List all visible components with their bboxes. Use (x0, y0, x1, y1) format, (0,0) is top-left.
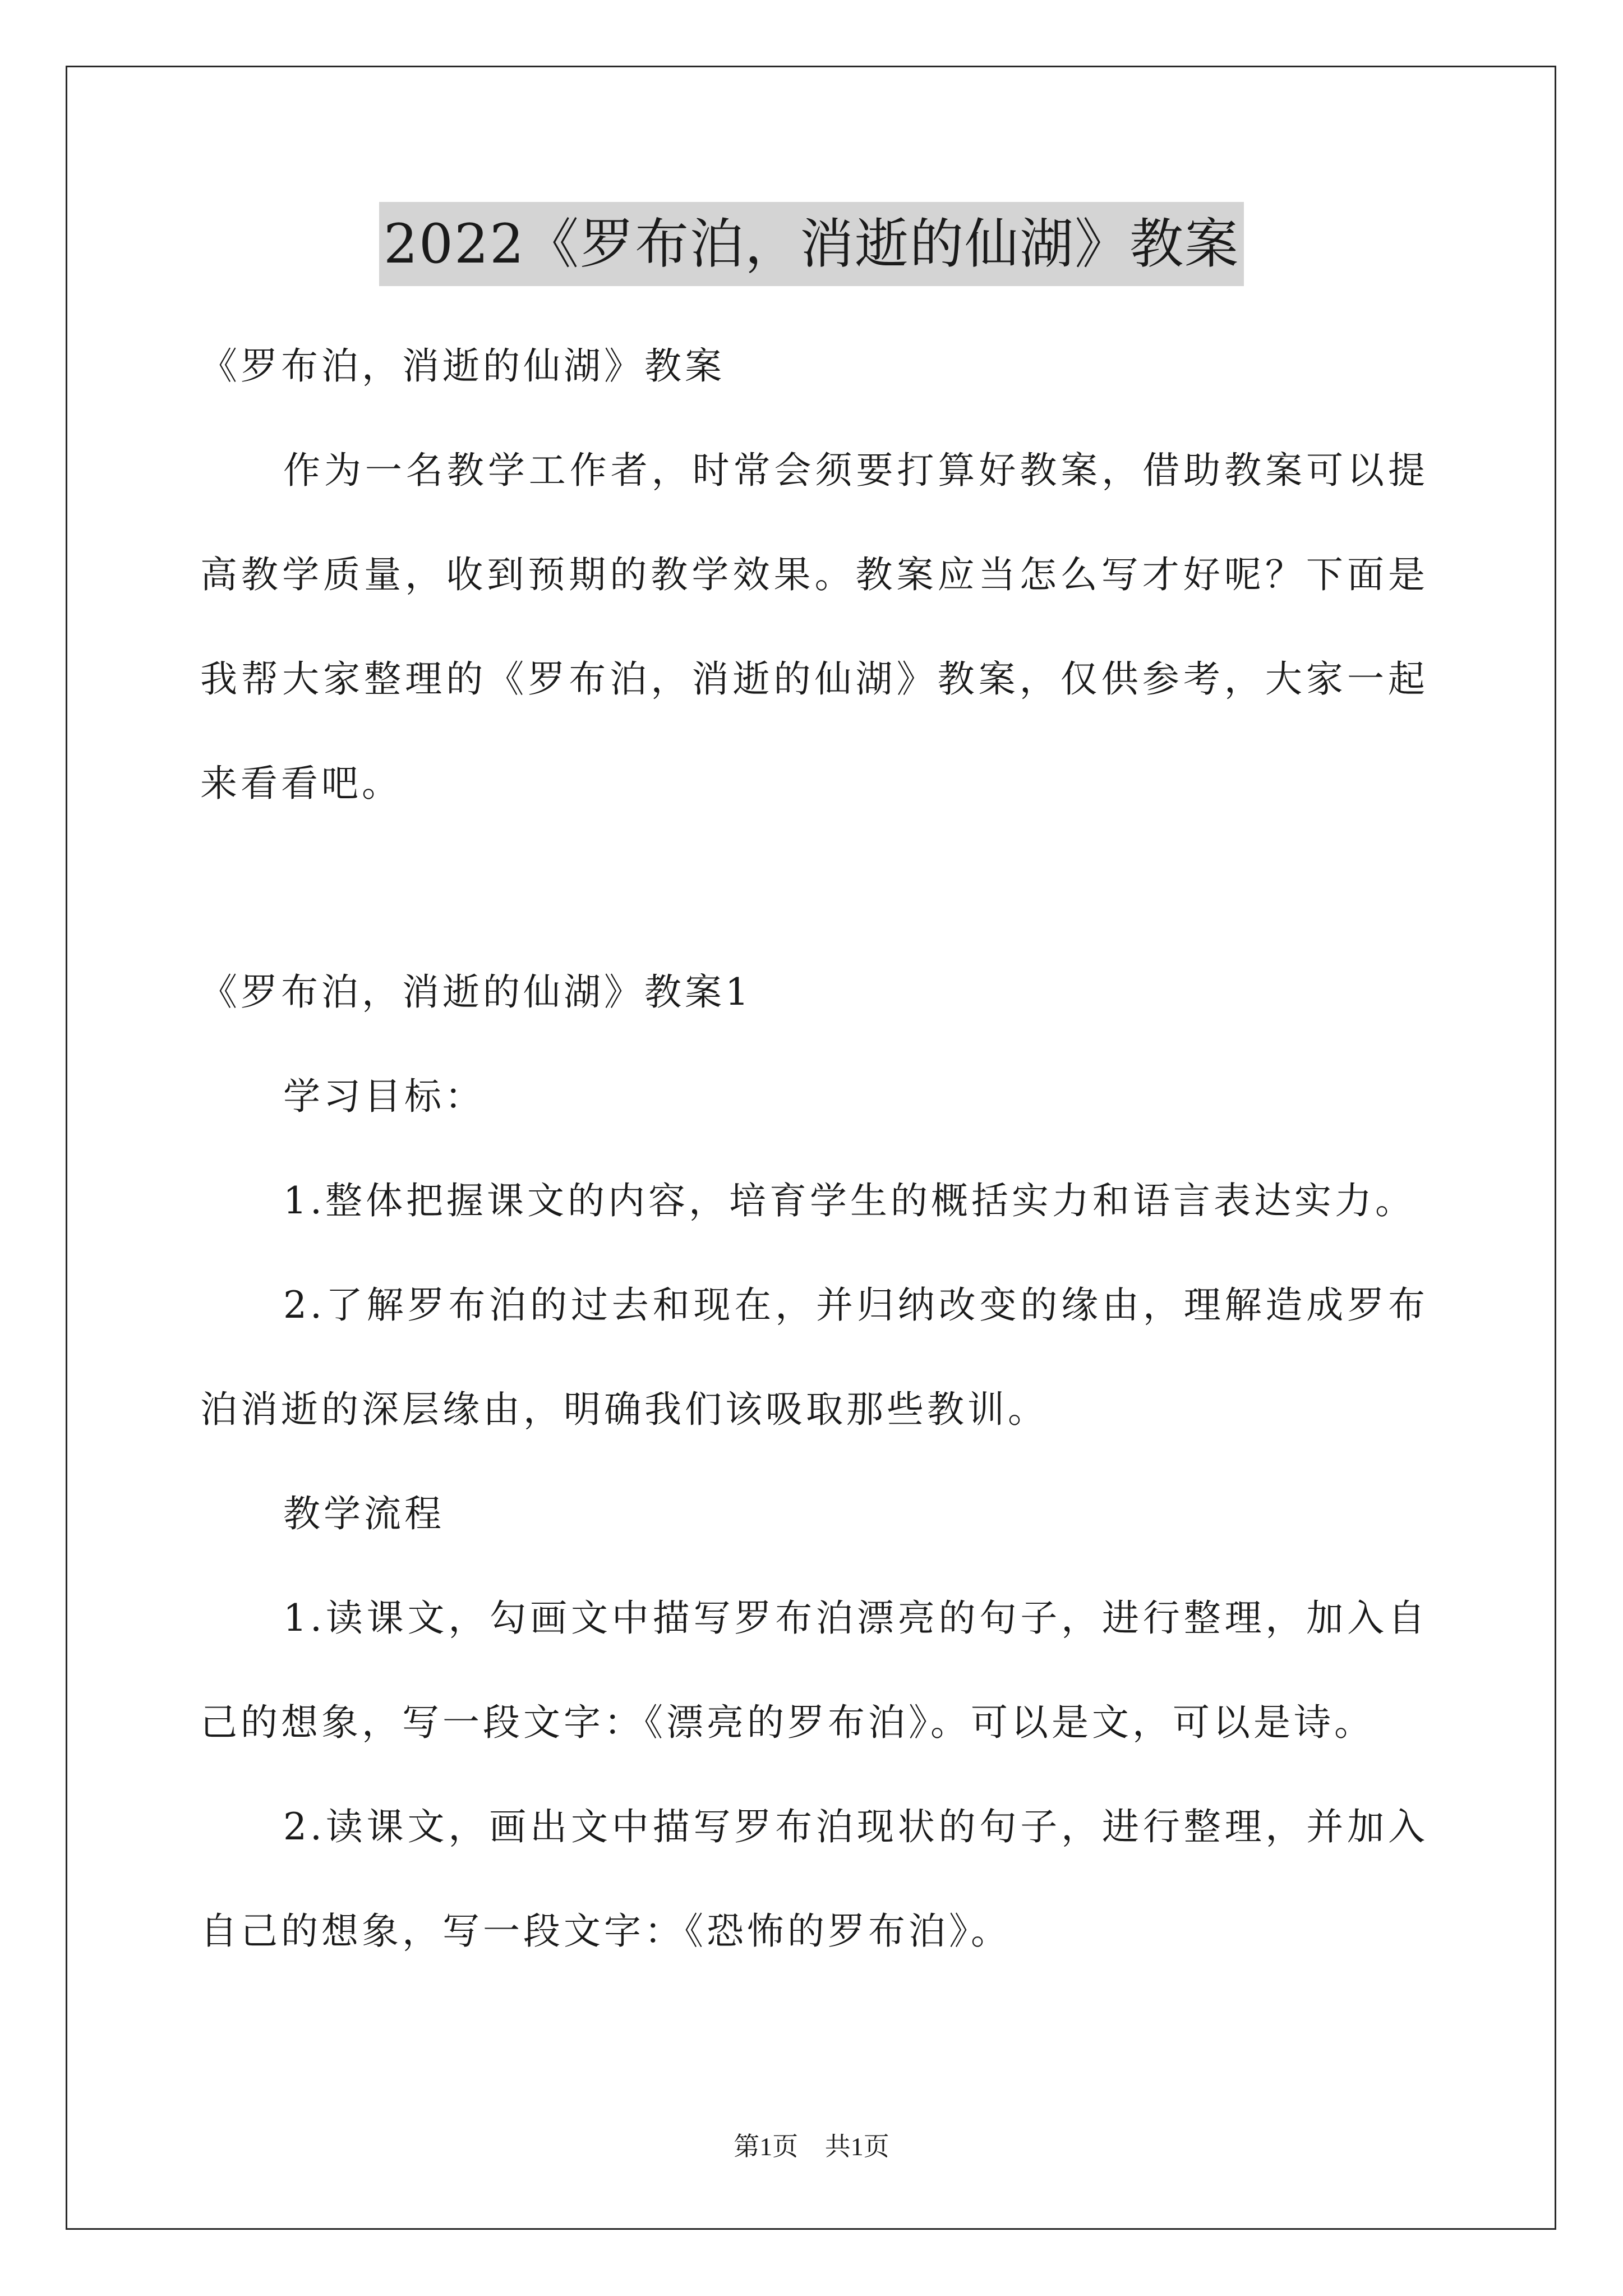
process-item-1: 1.读课文，勾画文中描写罗布泊漂亮的句子，进行整理，加入自己的想象，写一段文字：《漂亮的罗布泊》。可以是文，可以是诗。 (200, 1596, 1428, 1744)
page-number-current: 第1页 (734, 2132, 799, 2161)
process-item-2: 2.读课文，画出文中描写罗布泊现状的句子，进行整理，并加入自己的想象，写一段文字：《恐怖的罗布泊》。 (200, 1805, 1428, 1953)
page-footer (0, 2126, 1623, 2163)
objective-item-2: 2.了解罗布泊的过去和现在，并归纳改变的缘由，理解造成罗布泊消逝的深层缘由，明确我们该吸取那些教训。 (200, 1283, 1428, 1431)
subtitle-paragraph: 《罗布泊，消逝的仙湖》教案 (200, 344, 725, 388)
objectives-heading: 学习目标： (283, 1075, 485, 1118)
document-body (200, 314, 1428, 1984)
process-heading: 教学流程 (283, 1492, 445, 1535)
intro-paragraph: 作为一名教学工作者，时常会须要打算好教案，借助教案可以提高教学质量，收到预期的教学效果。教案应当怎么写才好呢？下面是我帮大家整理的《罗布泊，消逝的仙湖》教案，仅供参考，大家一起来看看吧。 (200, 449, 1428, 805)
spacer (200, 836, 1428, 940)
title-container (0, 202, 1623, 286)
document-title: 2022《罗布泊，消逝的仙湖》教案 (379, 202, 1244, 286)
section-heading: 《罗布泊，消逝的仙湖》教案1 (200, 970, 752, 1014)
page-number-total: 共1页 (824, 2132, 889, 2161)
objective-item-1: 1.整体把握课文的内容，培育学生的概括实力和语言表达实力。 (283, 1179, 1415, 1222)
